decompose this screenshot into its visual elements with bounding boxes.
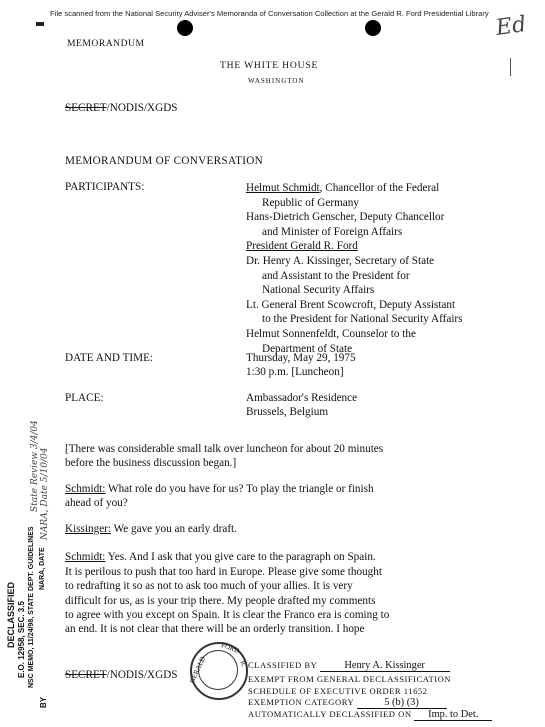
place-label: PLACE: [65, 392, 104, 404]
body-line: difficult for us, as is your trip there. My people drafted my comments [65, 594, 376, 607]
document-title: MEMORANDUM OF CONVERSATION [65, 155, 264, 167]
pen-mark [36, 22, 44, 26]
handwritten-initials: Ed [494, 12, 528, 41]
scan-note: File scanned from the National Security Adviser's Memoranda of Conversation Collection at the Gerald R. Ford Presidential Library [50, 9, 489, 18]
schmidt-paragraph-2: Schmidt: Yes. And I ask that you give care to the paragraph on Spain. [65, 551, 376, 563]
schmidt-paragraph-1: Schmidt: What role do you have for us? To play the triangle or finish [65, 483, 374, 495]
speaker-schmidt: Schmidt: [65, 483, 106, 495]
participant-line: and Assistant to the President for [262, 269, 410, 282]
body-line: It is perilous to push that too hard in Europe. Please give some thought [65, 566, 382, 578]
punch-hole-icon [177, 20, 193, 36]
participant-line: Republic of Germany [262, 196, 359, 209]
declass-stamp-line-2: E.O. 12958, SEC. 3.5 [17, 601, 26, 678]
date-time-label: DATE AND TIME: [65, 352, 154, 364]
body-line: to agree with you except on Spain. It is clear the Franco era is coming to [65, 608, 390, 621]
handwritten-nara-date: NARA, Date 5/10/04 [40, 447, 50, 540]
punch-hole-icon [365, 20, 381, 36]
speaker-schmidt: Schmidt: [65, 551, 106, 563]
classification-bottom: SECRET/NODIS/XGDS [65, 669, 178, 681]
participants-label: PARTICIPANTS: [65, 181, 145, 193]
speaker-kissinger: Kissinger: [65, 523, 111, 535]
classification-top: SECRET/NODIS/XGDS [65, 102, 178, 114]
seal-text-right: R. [238, 659, 249, 669]
body-note-line-1: [There was considerable small talk over luncheon for about 20 minutes [65, 443, 384, 455]
washington-label: WASHINGTON [248, 77, 305, 85]
participant-line: Dr. Henry A. Kissinger, Secretary of State [246, 254, 435, 267]
seal-inner-ring [198, 650, 238, 690]
seal-text-top: FORD [220, 641, 241, 655]
participant-line: Hans-Dietrich Genscher, Deputy Chancellor [246, 211, 445, 224]
date-line: Thursday, May 29, 1975 [246, 352, 356, 364]
participant-line: to the President for National Security Affairs [262, 313, 463, 326]
participant-line: Helmut Schmidt, Chancellor of the Federal [246, 182, 440, 194]
body-line: an end. It is not clear that there will be an orderly transition. I hope [65, 623, 365, 636]
seal-text-left: GERALD [188, 655, 208, 685]
declass-stamp-line-4: BY [39, 696, 48, 708]
schmidt-paragraph-1-line-2: ahead of you? [65, 497, 128, 509]
body-note-line-2: before the business discussion began.] [65, 457, 237, 469]
declass-stamp-line-5: NARA, DATE [39, 547, 46, 590]
participant-line: Helmut Sonnenfeldt, Counselor to the [246, 327, 416, 340]
body-line: to redrafting it so as not to ask too much of your allies. It is very [65, 580, 353, 593]
exempt-line: EXEMPT FROM GENERAL DECLASSIFICATION [248, 674, 452, 684]
place-line-1: Ambassador's Residence [246, 392, 358, 404]
participant-line: National Security Affairs [262, 284, 375, 297]
handwritten-mark [510, 58, 511, 76]
declass-stamp-line-3: NSC MEMO, 11/24/98, STATE DEPT. GUIDELINES [28, 526, 35, 688]
white-house-title: THE WHITE HOUSE [220, 60, 319, 71]
participant-line: Lt. General Brent Scowcroft, Deputy Assistant [246, 298, 456, 311]
participant-line: President Gerald R. Ford [246, 240, 358, 253]
memorandum-label: MEMORANDUM [67, 38, 145, 49]
participant-line: Department of State [262, 342, 353, 355]
participant-line: and Minister of Foreign Affairs [262, 225, 403, 238]
kissinger-paragraph: Kissinger: We gave you an early draft. [65, 523, 237, 535]
handwritten-state-review: State Review 3/4/04 [30, 420, 40, 512]
declass-stamp-line-1: DECLASSIFIED [6, 581, 16, 648]
auto-declassified-line: AUTOMATICALLY DECLASSIFIED ON Imp. to Det. [248, 709, 492, 721]
participants-list [246, 181, 463, 356]
schedule-line: SCHEDULE OF EXECUTIVE ORDER 11652 [248, 686, 428, 696]
schmidt-paragraph-2-body [65, 565, 389, 636]
time-line: 1:30 p.m. [Luncheon] [246, 366, 344, 378]
place-line-2: Brussels, Belgium [246, 406, 329, 418]
classified-by-line: CLASSIFIED BY Henry A. Kissinger [248, 660, 450, 672]
exemption-category-line: EXEMPTION CATEGORY 5 (b) (3) [248, 697, 447, 709]
